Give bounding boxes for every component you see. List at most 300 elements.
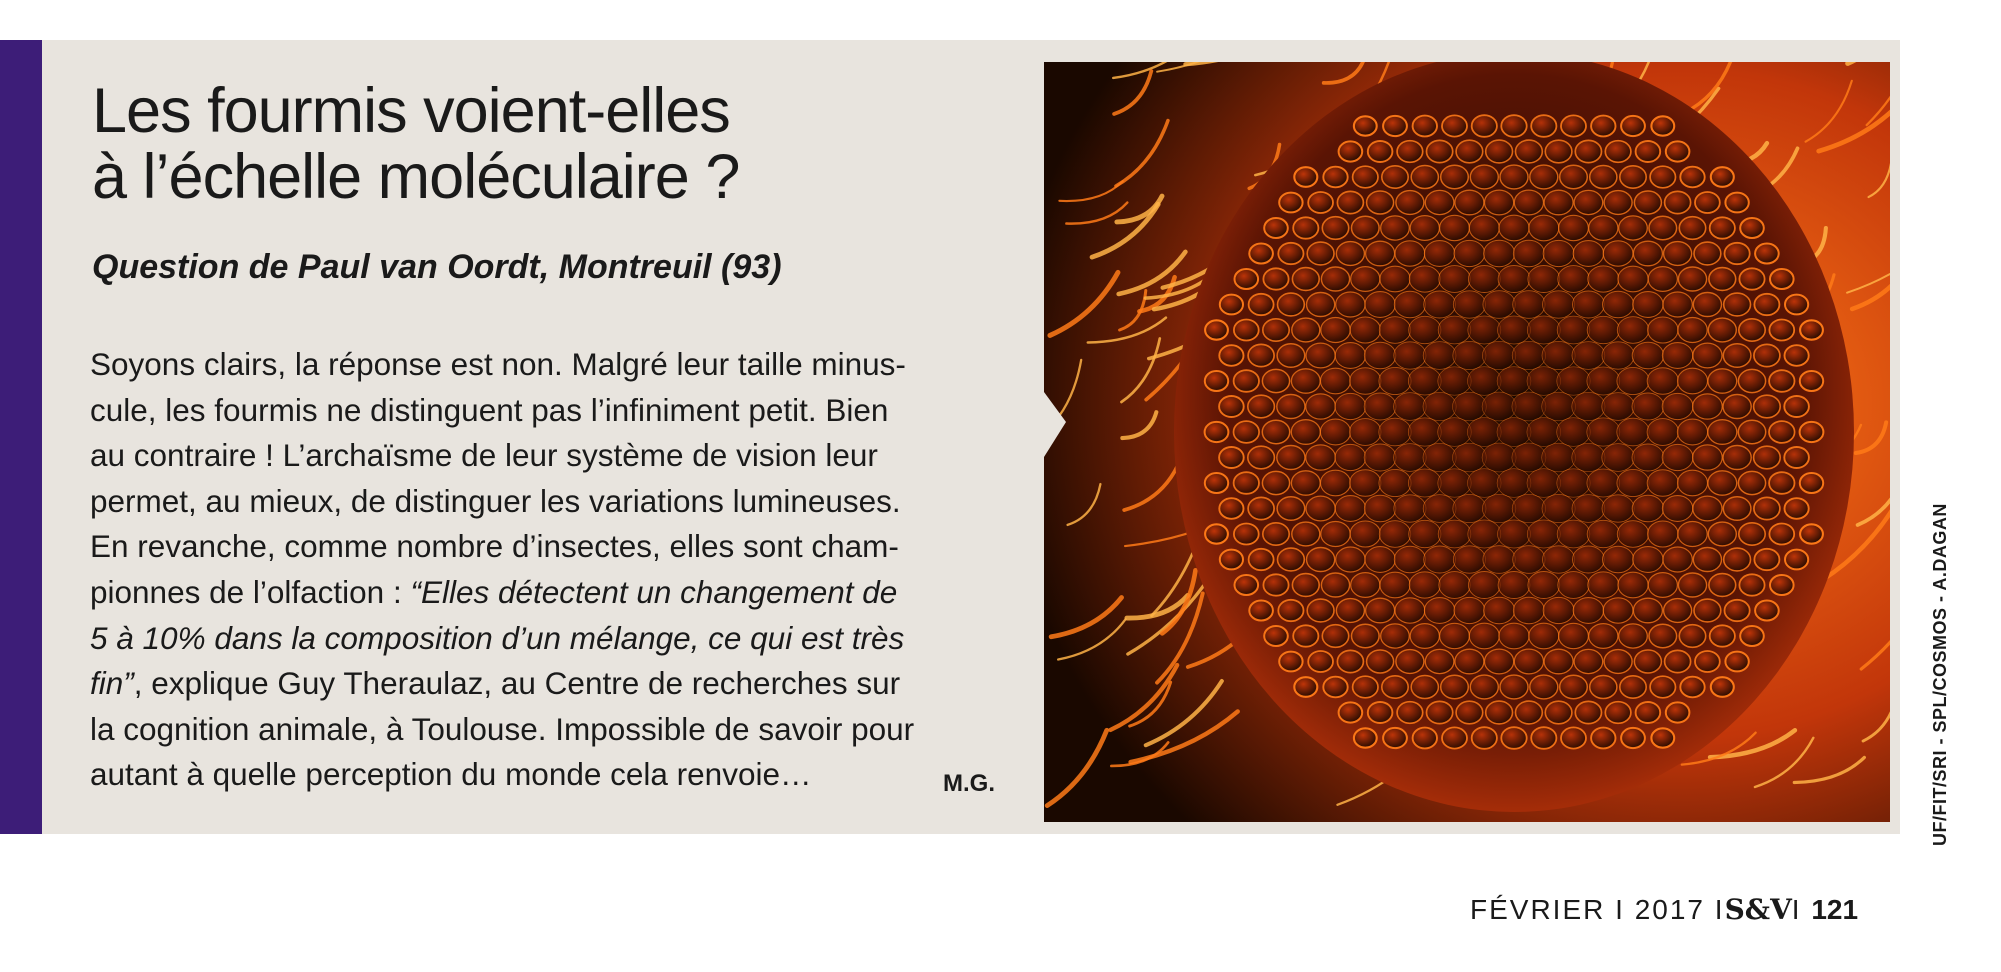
facet <box>1770 575 1794 595</box>
facet <box>1633 292 1663 318</box>
body-line: autant à quelle perception du monde cela renvoie… <box>90 756 812 793</box>
facet <box>1321 573 1349 597</box>
facet <box>1277 446 1305 470</box>
facet <box>1423 342 1456 370</box>
ant-eye-photo <box>1044 62 1890 822</box>
facet <box>1591 116 1615 137</box>
facet <box>1574 190 1603 214</box>
facet <box>1512 494 1545 522</box>
facet <box>1408 418 1441 446</box>
facet <box>1498 266 1530 293</box>
facet <box>1483 291 1515 319</box>
facet <box>1542 392 1576 421</box>
body-line: Soyons clairs, la réponse est non. Malgré leur taille minus- <box>90 346 906 382</box>
facet <box>1739 574 1764 595</box>
facet <box>1604 191 1632 215</box>
facet <box>1589 624 1618 649</box>
body-line <box>90 570 1010 616</box>
facet <box>1379 367 1411 394</box>
facet <box>1516 140 1543 163</box>
quote-segment: “Elles détectent un changement de <box>410 573 898 610</box>
facet <box>1279 193 1302 213</box>
facet <box>1558 572 1589 599</box>
facet <box>1501 727 1526 749</box>
facet <box>1709 574 1736 597</box>
body-line: au contraire ! L’archaïsme de leur système de vision leur <box>90 437 878 474</box>
facet <box>1739 319 1765 341</box>
facet <box>1498 520 1531 548</box>
facet <box>1442 727 1467 748</box>
facet <box>1574 649 1603 673</box>
facet <box>1263 268 1288 289</box>
facet <box>1468 266 1500 293</box>
facet <box>1408 469 1441 497</box>
facet <box>1439 266 1470 293</box>
facet <box>1234 421 1260 443</box>
facet <box>1350 470 1381 497</box>
facet <box>1513 546 1545 574</box>
facet <box>1293 217 1318 238</box>
compound-eye-illustration <box>1044 62 1890 822</box>
footer-separator: I <box>1615 894 1625 925</box>
facet <box>1408 367 1441 395</box>
facet <box>1528 572 1560 599</box>
facet <box>1784 447 1809 468</box>
facet <box>1455 649 1484 674</box>
facet <box>1785 498 1809 519</box>
facet <box>1442 115 1467 136</box>
facet <box>1770 269 1794 289</box>
facet <box>1680 677 1704 698</box>
facet <box>1512 392 1546 421</box>
facet <box>1350 419 1381 446</box>
article-title <box>92 78 972 210</box>
facet <box>1693 394 1723 419</box>
facet <box>1438 520 1471 548</box>
facet <box>1382 166 1408 188</box>
facet <box>1383 728 1407 748</box>
facet <box>1769 370 1794 392</box>
facet <box>1423 443 1456 471</box>
facet <box>1278 293 1305 316</box>
facet <box>1711 167 1734 187</box>
facet <box>1468 572 1500 599</box>
facet <box>1531 727 1556 749</box>
facet <box>1352 624 1380 647</box>
facet <box>1219 396 1244 417</box>
facet <box>1425 190 1454 214</box>
facet <box>1723 446 1751 470</box>
facet <box>1497 418 1531 447</box>
facet <box>1366 598 1395 623</box>
facet <box>1769 524 1794 545</box>
facet <box>1235 269 1259 289</box>
facet <box>1725 243 1750 264</box>
facet <box>1603 291 1634 318</box>
facet <box>1647 419 1678 446</box>
body-text-segment: pionnes de l’olfaction : <box>90 573 411 610</box>
facet <box>1364 393 1396 420</box>
facet <box>1262 369 1289 392</box>
facet <box>1482 443 1516 472</box>
facet <box>1785 295 1808 315</box>
facet <box>1367 650 1394 673</box>
facet <box>1292 574 1319 597</box>
facet <box>1725 600 1750 621</box>
facet <box>1263 319 1289 341</box>
facet <box>1425 649 1454 673</box>
facet <box>1335 343 1365 369</box>
facet <box>1723 395 1751 419</box>
facet <box>1603 241 1633 266</box>
facet <box>1468 316 1501 344</box>
facet <box>1543 240 1574 266</box>
facet <box>1307 293 1335 317</box>
facet <box>1531 115 1556 137</box>
facet <box>1587 418 1620 446</box>
facet <box>1663 292 1692 317</box>
facet <box>1381 216 1410 240</box>
magazine-logo: S&V <box>1724 893 1792 926</box>
facet <box>1678 470 1708 496</box>
facet <box>1321 368 1351 394</box>
facet <box>1441 675 1469 698</box>
facet <box>1234 472 1259 494</box>
facet <box>1453 392 1487 421</box>
facet <box>1739 523 1765 545</box>
facet <box>1409 520 1441 547</box>
facet <box>1708 471 1737 495</box>
facet <box>1441 165 1469 188</box>
facet <box>1453 494 1486 522</box>
facet <box>1263 523 1289 545</box>
facet <box>1572 342 1605 370</box>
facet <box>1634 191 1661 214</box>
facet <box>1647 368 1678 395</box>
facet <box>1500 165 1528 189</box>
facet <box>1679 217 1705 240</box>
facet <box>1220 295 1243 315</box>
facet <box>1381 624 1410 648</box>
facet <box>1366 241 1395 266</box>
facet <box>1410 624 1439 649</box>
facet <box>1499 623 1529 649</box>
facet <box>1620 166 1646 188</box>
facet <box>1291 420 1320 445</box>
facet <box>1648 521 1678 547</box>
facet <box>1740 626 1764 646</box>
facet <box>1677 419 1707 445</box>
facet <box>1572 495 1605 523</box>
facet <box>1543 546 1575 573</box>
facet <box>1755 244 1779 264</box>
facet <box>1800 320 1823 339</box>
facet <box>1602 444 1635 472</box>
facet <box>1724 293 1751 316</box>
facet <box>1499 215 1529 241</box>
facet <box>1483 546 1515 574</box>
facet <box>1249 601 1273 621</box>
facet <box>1306 496 1335 521</box>
facet <box>1453 291 1485 318</box>
facet <box>1394 393 1427 421</box>
body-line: En revanche, comme nombre d’insectes, elles sont cham- <box>90 528 899 565</box>
facet <box>1320 419 1350 445</box>
facet <box>1572 443 1605 471</box>
facet <box>1498 316 1531 344</box>
facet <box>1219 345 1243 366</box>
facet <box>1695 651 1720 672</box>
facet <box>1409 316 1441 343</box>
facet <box>1621 728 1645 748</box>
facet <box>1573 241 1603 267</box>
facet <box>1234 524 1259 545</box>
footer-year: 2017 <box>1634 894 1705 925</box>
facet <box>1516 701 1543 724</box>
facet <box>1220 550 1243 570</box>
facet <box>1486 140 1513 163</box>
facet <box>1557 367 1590 395</box>
body-text-segment: , explique Guy Theraulaz, au Centre de recherches sur <box>133 665 901 702</box>
facet <box>1205 473 1228 493</box>
facet <box>1306 343 1335 368</box>
facet <box>1205 371 1228 391</box>
facet <box>1557 316 1590 344</box>
facet <box>1335 393 1366 419</box>
facet <box>1514 649 1543 674</box>
facet <box>1292 318 1320 342</box>
facet <box>1542 494 1575 522</box>
facet <box>1620 676 1646 698</box>
facet <box>1394 342 1426 369</box>
facet <box>1249 549 1274 570</box>
facet <box>1587 316 1619 343</box>
facet <box>1308 651 1333 672</box>
facet <box>1337 191 1363 213</box>
body-line: cule, les fourmis ne distinguent pas l’infiniment petit. Bien <box>90 391 889 428</box>
facet <box>1636 702 1661 723</box>
facet <box>1438 316 1471 344</box>
facet <box>1364 342 1395 369</box>
facet <box>1633 598 1662 623</box>
facet <box>1709 268 1736 291</box>
facet <box>1527 520 1560 548</box>
facet <box>1590 676 1617 699</box>
facet <box>1248 395 1275 418</box>
facet <box>1693 445 1723 470</box>
facet <box>1278 243 1303 264</box>
facet <box>1234 370 1259 392</box>
facet <box>1351 267 1380 292</box>
facet <box>1339 141 1363 161</box>
facet <box>1423 392 1456 420</box>
facet <box>1561 115 1586 136</box>
facet <box>1335 444 1366 470</box>
facet <box>1603 546 1634 573</box>
facet <box>1648 317 1678 343</box>
facet <box>1650 166 1675 188</box>
facet <box>1695 192 1720 213</box>
facet <box>1456 140 1483 163</box>
facet <box>1527 367 1561 396</box>
facet <box>1559 623 1589 648</box>
facet <box>1235 575 1259 595</box>
facet <box>1648 267 1677 292</box>
facet <box>1602 495 1634 522</box>
facet <box>1351 573 1380 598</box>
facet <box>1294 677 1317 697</box>
facet <box>1589 216 1618 241</box>
facet <box>1678 573 1706 597</box>
facet <box>1394 291 1425 318</box>
facet <box>1485 649 1514 674</box>
facet <box>1278 548 1305 571</box>
facet <box>1560 165 1588 188</box>
facet <box>1472 115 1497 137</box>
facet <box>1557 520 1590 548</box>
facet <box>1512 341 1545 369</box>
facet <box>1740 218 1764 238</box>
page-number: 121 <box>1811 894 1859 925</box>
facet <box>1427 701 1453 723</box>
facet <box>1383 116 1407 136</box>
facet <box>1219 498 1243 519</box>
facet <box>1632 495 1663 522</box>
facet <box>1617 317 1648 344</box>
facet <box>1784 396 1809 417</box>
facet <box>1397 141 1423 163</box>
facet <box>1738 471 1765 494</box>
author-initials: M.G. <box>943 770 995 797</box>
facet <box>1678 522 1707 547</box>
facet <box>1482 494 1515 522</box>
facet <box>1575 701 1601 723</box>
facet <box>1591 728 1615 749</box>
facet <box>1486 701 1513 724</box>
photo-credit: UF/FIT/SRI - SPL/COSMOS - A.DAGAN <box>1930 503 1950 846</box>
facet <box>1605 141 1631 163</box>
facet <box>1248 497 1274 519</box>
facet <box>1468 520 1501 548</box>
facet <box>1263 574 1288 595</box>
facet <box>1396 650 1424 674</box>
facet <box>1528 266 1560 293</box>
quote-line: 5 à 10% dans la composition d’un mélange, ce qui est très <box>90 619 905 656</box>
facet <box>1380 572 1410 598</box>
facet <box>1754 446 1781 469</box>
facet <box>1708 420 1737 445</box>
facet <box>1651 728 1674 747</box>
facet <box>1664 599 1692 623</box>
facet <box>1453 443 1487 472</box>
facet <box>1367 191 1394 214</box>
facet <box>1396 191 1424 215</box>
facet <box>1710 217 1735 238</box>
facet <box>1530 675 1558 699</box>
facet <box>1354 728 1377 747</box>
facet <box>1785 550 1808 570</box>
facet <box>1470 675 1498 699</box>
facet <box>1636 141 1661 162</box>
facet <box>1513 291 1545 319</box>
facet <box>1723 497 1751 521</box>
facet <box>1679 625 1705 648</box>
facet <box>1650 676 1675 698</box>
facet <box>1512 443 1546 472</box>
facet <box>1617 469 1649 496</box>
facet <box>1277 395 1305 419</box>
facet <box>1339 702 1363 722</box>
facet <box>1513 597 1544 623</box>
facet <box>1498 572 1530 599</box>
facet <box>1603 598 1633 623</box>
facet <box>1590 166 1617 189</box>
facet <box>1725 193 1748 213</box>
facet <box>1785 345 1809 366</box>
title-line-1: Les fourmis voient-elles <box>92 76 730 146</box>
facet <box>1205 320 1228 339</box>
facet <box>1648 573 1677 598</box>
facet <box>1321 267 1349 291</box>
facet <box>1664 242 1692 266</box>
facet <box>1662 343 1692 369</box>
facet <box>1307 548 1335 572</box>
facet <box>1527 469 1561 498</box>
facet <box>1424 546 1456 573</box>
facet <box>1482 392 1516 421</box>
facet <box>1619 216 1648 240</box>
facet <box>1680 167 1704 188</box>
facet <box>1413 728 1437 749</box>
facet <box>1424 291 1456 318</box>
facet <box>1514 190 1543 215</box>
facet <box>1678 267 1706 291</box>
facet <box>1738 369 1765 392</box>
facet <box>1649 624 1677 647</box>
facet <box>1438 418 1472 447</box>
footer-separator: I <box>1714 894 1725 925</box>
facet <box>1529 623 1559 649</box>
facet <box>1725 652 1748 672</box>
facet <box>1380 266 1410 292</box>
facet <box>1469 623 1499 649</box>
facet <box>1527 418 1561 447</box>
facet <box>1249 244 1273 264</box>
facet <box>1800 524 1823 543</box>
facet <box>1800 473 1823 493</box>
facet <box>1501 115 1526 137</box>
facet <box>1293 625 1318 646</box>
facet <box>1497 367 1531 396</box>
reader-question: Question de Paul van Oordt, Montreuil (93) <box>92 248 782 286</box>
facet <box>1472 727 1497 749</box>
facet <box>1755 601 1779 621</box>
facet <box>1337 650 1363 672</box>
facet <box>1649 216 1677 239</box>
facet <box>1497 469 1531 498</box>
facet <box>1455 190 1484 215</box>
article-body <box>90 342 1010 798</box>
facet <box>1754 344 1780 366</box>
facet <box>1336 547 1365 572</box>
facet <box>1277 344 1305 368</box>
facet <box>1294 167 1317 187</box>
facet <box>1711 677 1734 697</box>
facet <box>1482 341 1515 369</box>
facet <box>1708 522 1736 546</box>
facet <box>1651 116 1674 135</box>
facet <box>1291 369 1320 393</box>
